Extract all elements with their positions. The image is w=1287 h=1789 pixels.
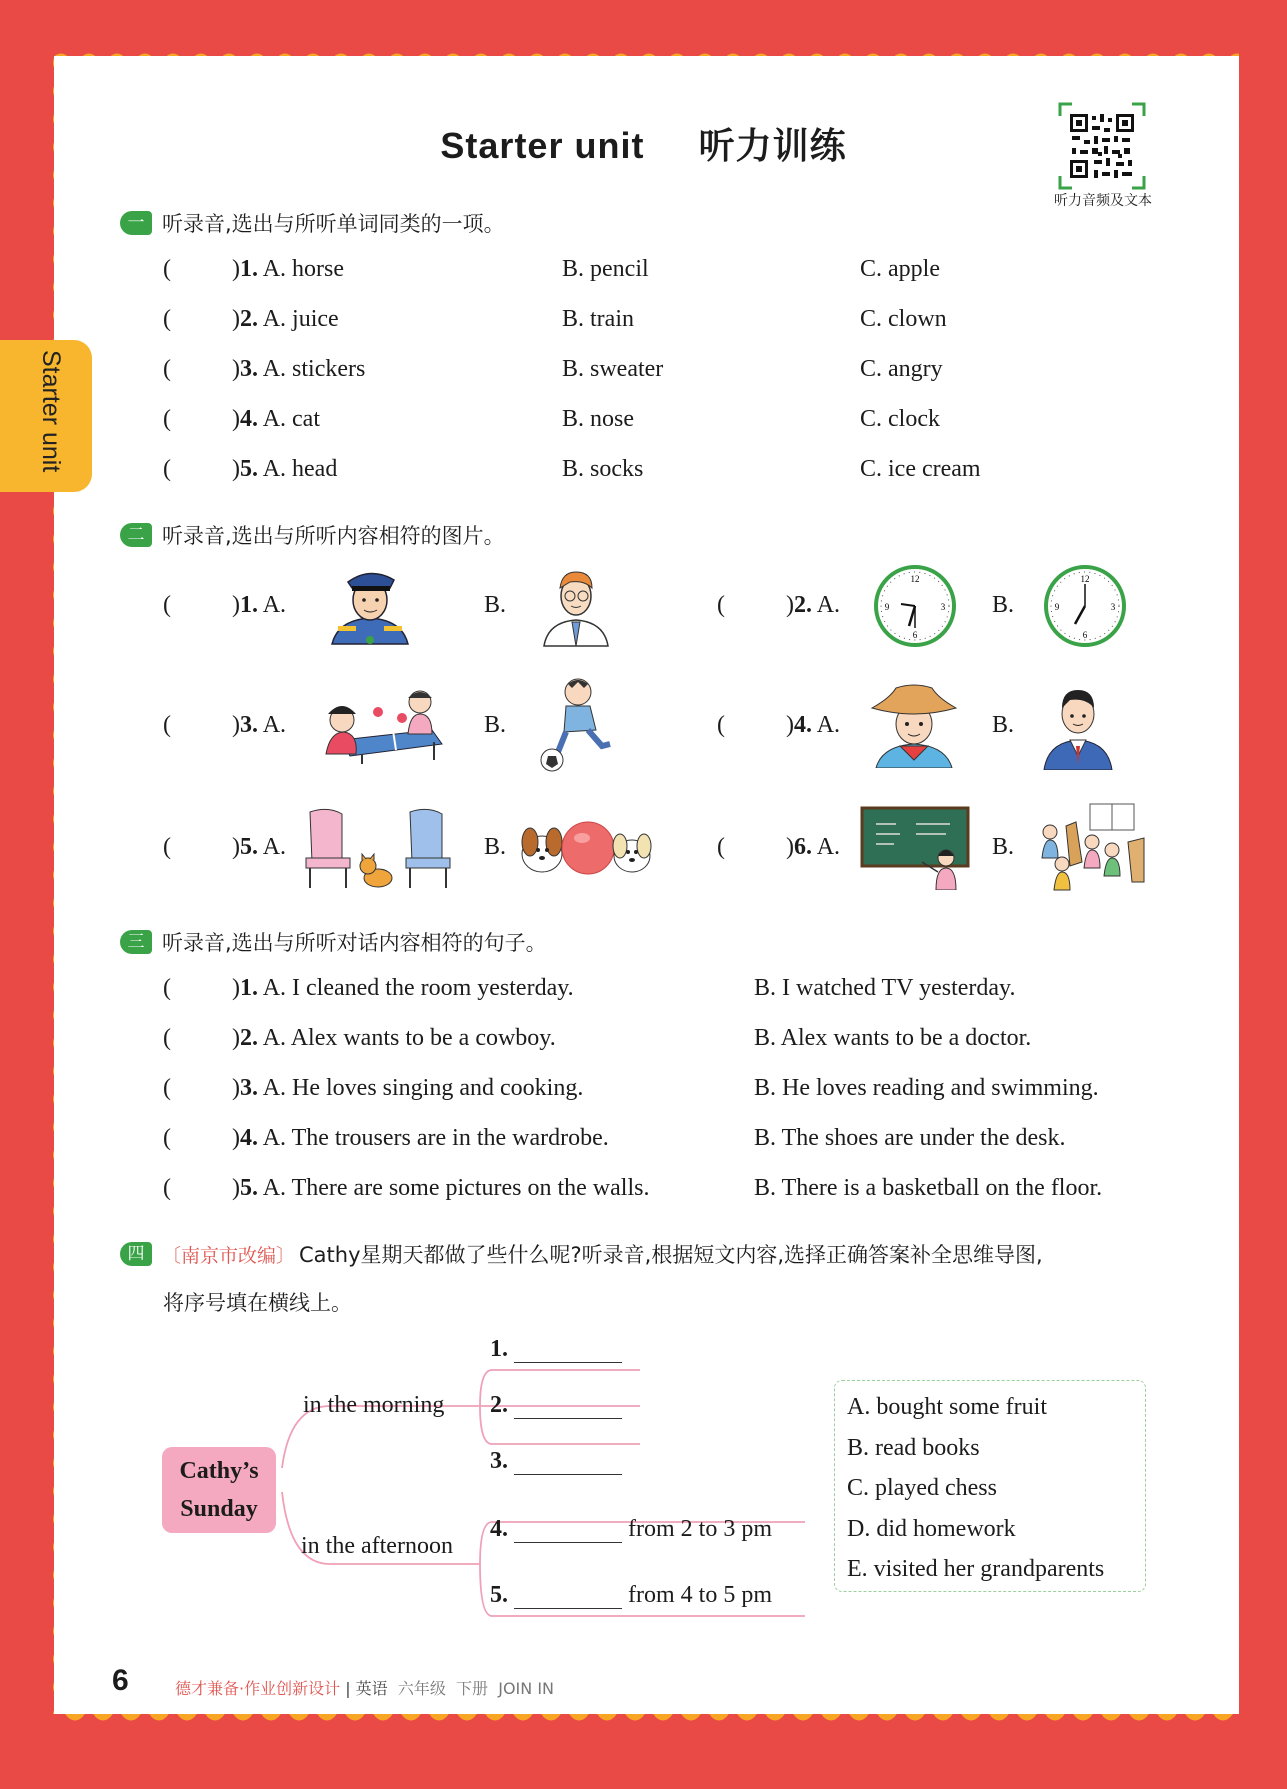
question-row: )4. A. cat: [232, 406, 320, 432]
svg-text:6: 6: [1082, 630, 1088, 640]
answer-option: E. visited her grandparents: [847, 1556, 1105, 1582]
answer-option: D. did homework: [847, 1515, 1016, 1542]
blank-number: 2.: [490, 1392, 508, 1418]
mind-map-blank-row: [490, 1336, 622, 1363]
page-number: 6: [112, 1664, 129, 1697]
option-b: B. nose: [562, 406, 634, 432]
item-number: 1.: [240, 975, 258, 1001]
answer-paren-open[interactable]: (: [163, 975, 171, 1001]
option-b: B. sweater: [562, 356, 664, 382]
option-a-label: A.: [262, 592, 287, 618]
answer-blank[interactable]: [514, 1340, 622, 1363]
answer-paren-open[interactable]: (: [163, 306, 171, 332]
section3-heading: [120, 927, 547, 957]
answer-paren-open[interactable]: (: [163, 712, 171, 738]
classroom-children-picture[interactable]: [1036, 802, 1148, 894]
section2-instruction: 听录音,选出与所听内容相符的图片。: [162, 524, 505, 548]
item-number: 2.: [240, 1025, 258, 1051]
svg-text:12: 12: [1080, 574, 1090, 584]
item-number: 3.: [240, 712, 258, 738]
option-a-label: A.: [262, 712, 287, 738]
option-b-label: B.: [484, 712, 507, 738]
option-c: C. clock: [860, 406, 940, 432]
option-b: B. I watched TV yesterday.: [754, 975, 1016, 1001]
qr-label: 听力音频及文本: [1054, 193, 1152, 209]
ping-pong-picture[interactable]: [312, 684, 448, 766]
question-row: )3. A. stickers: [232, 356, 366, 382]
answer-paren-close: )1. A.: [232, 592, 287, 618]
side-tab: [0, 340, 92, 492]
footer-edition: JOIN IN: [498, 1679, 555, 1698]
item-number: 2.: [794, 592, 812, 618]
answer-paren-open[interactable]: (: [163, 256, 171, 282]
answer-paren-open[interactable]: (: [163, 1175, 171, 1201]
pilot-picture[interactable]: [328, 566, 412, 646]
answer-blank[interactable]: [514, 1396, 622, 1419]
svg-text:9: 9: [884, 602, 890, 612]
answer-paren-open[interactable]: (: [163, 456, 171, 482]
section4-heading: [120, 1239, 1043, 1269]
answer-paren-open[interactable]: (: [163, 356, 171, 382]
footer-series: 德才兼备·作业创新设计: [175, 1679, 341, 1698]
blank-number: 4.: [490, 1516, 508, 1542]
option-b: B. Alex wants to be a doctor.: [754, 1025, 1032, 1051]
dogs-and-ball-picture[interactable]: [516, 810, 656, 882]
answer-option: A. bought some fruit: [847, 1394, 1047, 1420]
clock-picture-b[interactable]: [1043, 564, 1127, 648]
footer-volume: 下册: [456, 1679, 489, 1698]
item-number: 5.: [240, 1175, 258, 1201]
option-a-label: A.: [816, 712, 841, 738]
option-b-label: B.: [992, 712, 1015, 738]
option-c: C. apple: [860, 256, 940, 282]
option-a: A. head: [262, 456, 338, 482]
cowboy-picture[interactable]: [870, 684, 960, 768]
option-b: B. He loves reading and swimming.: [754, 1075, 1099, 1101]
svg-text:6: 6: [912, 630, 918, 640]
answer-paren-open[interactable]: (: [163, 834, 171, 860]
option-a: A. juice: [262, 306, 339, 332]
option-a: A. I cleaned the room yesterday.: [262, 975, 574, 1001]
question-row: )2. A. juice: [232, 306, 339, 332]
blank-suffix: from 2 to 3 pm: [628, 1516, 772, 1542]
footer-subject: 英语: [355, 1679, 388, 1698]
mind-map-blank-row: [490, 1448, 622, 1475]
option-a: A. The trousers are in the wardrobe.: [262, 1125, 609, 1151]
section1-badge: 一: [120, 211, 152, 235]
svg-text:3: 3: [940, 602, 946, 612]
item-number: 2.: [240, 306, 258, 332]
item-number: 5.: [240, 834, 258, 860]
blank-suffix: from 4 to 5 pm: [628, 1582, 772, 1608]
answer-paren-close: )4. A.: [786, 712, 841, 738]
item-number: 4.: [794, 712, 812, 738]
mind-map-center: [162, 1447, 276, 1533]
option-c: C. clown: [860, 306, 947, 332]
option-a: A. He loves singing and cooking.: [262, 1075, 584, 1101]
mind-map-blank-row: [490, 1392, 622, 1419]
section3-instruction: 听录音,选出与所听对话内容相符的句子。: [162, 931, 547, 955]
section3-badge: 三: [120, 930, 152, 954]
section1-heading: [120, 208, 505, 238]
section4-badge: 四: [120, 1242, 152, 1266]
section2-badge: 二: [120, 523, 152, 547]
page-title: [0, 118, 1287, 169]
clock-picture-a[interactable]: [873, 564, 957, 648]
section4-instruction-line1: Cathy星期天都做了些什么呢?听录音,根据短文内容,选择正确答案补全思维导图,: [299, 1243, 1043, 1267]
branch-morning: in the morning: [303, 1392, 445, 1418]
answer-option: C. played chess: [847, 1475, 997, 1501]
mind-map-blank-row: [490, 1516, 772, 1543]
option-b: B. The shoes are under the desk.: [754, 1125, 1066, 1151]
answer-paren-open[interactable]: (: [717, 592, 725, 618]
item-number: 5.: [240, 456, 258, 482]
option-a-label: A.: [816, 592, 841, 618]
svg-text:9: 9: [1054, 602, 1060, 612]
svg-text:12: 12: [910, 574, 920, 584]
item-number: 6.: [794, 834, 812, 860]
option-b: B. train: [562, 306, 634, 332]
chairs-and-cat-picture[interactable]: [302, 804, 452, 890]
blank-number: 3.: [490, 1448, 508, 1474]
answer-blank[interactable]: [514, 1586, 622, 1609]
doctor-picture[interactable]: [540, 564, 612, 648]
question-row: )1. A. horse: [232, 256, 345, 282]
option-b-label: B.: [484, 592, 507, 618]
answer-options-box: [834, 1380, 1146, 1592]
option-a: A. Alex wants to be a cowboy.: [262, 1025, 556, 1051]
answer-paren-open[interactable]: (: [163, 406, 171, 432]
option-c: C. ice cream: [860, 456, 981, 482]
option-b-label: B.: [992, 592, 1015, 618]
footer: [175, 1676, 554, 1699]
option-a-label: A.: [262, 834, 287, 860]
option-a: A. cat: [262, 406, 320, 432]
center-line1: Cathy’s: [179, 1458, 259, 1484]
answer-paren-open[interactable]: (: [717, 712, 725, 738]
blank-number: 1.: [490, 1336, 508, 1362]
question-row: )1. A. I cleaned the room yesterday.: [232, 975, 574, 1001]
question-row: )5. A. There are some pictures on the walls.: [232, 1175, 650, 1201]
page-title-cn: 听力训练: [698, 126, 847, 167]
option-a: A. stickers: [262, 356, 366, 382]
football-boy-picture[interactable]: [536, 674, 620, 774]
question-row: )3. A. He loves singing and cooking.: [232, 1075, 584, 1101]
man-in-suit-picture[interactable]: [1040, 680, 1116, 770]
item-number: 1.: [240, 592, 258, 618]
center-line2: Sunday: [180, 1496, 258, 1522]
option-b: B. There is a basketball on the floor.: [754, 1175, 1103, 1201]
answer-paren-open[interactable]: (: [717, 834, 725, 860]
section4-instruction-line2: 将序号填在横线上。: [163, 1291, 352, 1315]
page-title-en: Starter unit: [440, 125, 645, 166]
answer-paren-close: )6. A.: [786, 834, 841, 860]
footer-grade: 六年级: [397, 1679, 446, 1698]
section1-instruction: 听录音,选出与所听单词同类的一项。: [162, 212, 505, 236]
answer-paren-open[interactable]: (: [163, 592, 171, 618]
option-b: B. pencil: [562, 256, 649, 282]
option-b: B. socks: [562, 456, 644, 482]
blank-number: 5.: [490, 1582, 508, 1608]
answer-paren-open[interactable]: (: [163, 1125, 171, 1151]
answer-paren-close: )5. A.: [232, 834, 287, 860]
footer-sep: |: [345, 1679, 351, 1698]
option-a-label: A.: [816, 834, 841, 860]
question-row: )5. A. head: [232, 456, 338, 482]
answer-paren-close: )3. A.: [232, 712, 287, 738]
answer-blank[interactable]: [514, 1452, 622, 1475]
answer-paren-open[interactable]: (: [163, 1075, 171, 1101]
option-c: C. angry: [860, 356, 943, 382]
question-row: )2. A. Alex wants to be a cowboy.: [232, 1025, 556, 1051]
mind-map-blank-row: [490, 1582, 772, 1609]
item-number: 3.: [240, 1075, 258, 1101]
option-a: A. horse: [262, 256, 345, 282]
side-tab-label: Starter unit: [37, 350, 65, 473]
section4-source: 〔南京市改编〕: [162, 1244, 296, 1267]
item-number: 4.: [240, 406, 258, 432]
answer-option: B. read books: [847, 1434, 980, 1461]
teacher-blackboard-picture[interactable]: [860, 806, 970, 890]
branch-afternoon: in the afternoon: [301, 1533, 453, 1559]
section2-heading: [120, 520, 505, 550]
item-number: 3.: [240, 356, 258, 382]
answer-paren-open[interactable]: (: [163, 1025, 171, 1051]
option-b-label: B.: [992, 834, 1015, 860]
item-number: 1.: [240, 256, 258, 282]
option-b-label: B.: [484, 834, 507, 860]
answer-blank[interactable]: [514, 1520, 622, 1543]
answer-paren-close: )2. A.: [786, 592, 841, 618]
option-a: A. There are some pictures on the walls.: [262, 1175, 650, 1201]
question-row: )4. A. The trousers are in the wardrobe.: [232, 1125, 609, 1151]
svg-text:3: 3: [1110, 602, 1116, 612]
item-number: 4.: [240, 1125, 258, 1151]
